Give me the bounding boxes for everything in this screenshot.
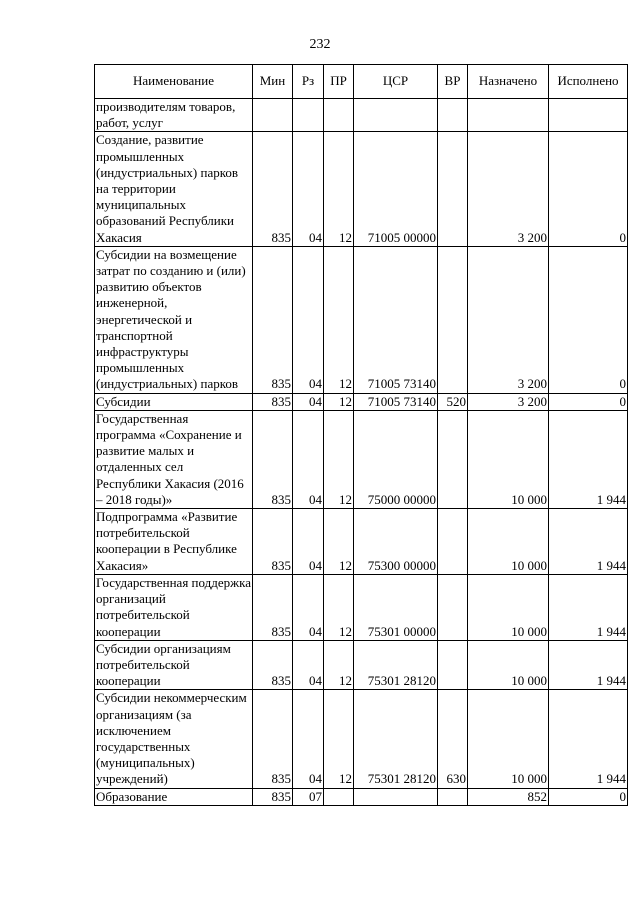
row-assigned: 10 000 [468,574,549,640]
row-assigned: 10 000 [468,640,549,690]
header-vr: ВР [438,65,468,99]
row-assigned: 852 [468,788,549,805]
budget-table [94,64,628,806]
row-vr [438,132,468,246]
row-rz: 04 [293,246,324,393]
row-vr [438,246,468,393]
row-pr [324,788,354,805]
header-name: Наименование [95,65,253,99]
row-executed: 1 944 [549,509,628,575]
table-row [95,690,628,788]
row-min: 835 [253,132,293,246]
row-pr: 12 [324,132,354,246]
row-rz: 04 [293,509,324,575]
row-min: 835 [253,410,293,508]
row-min: 835 [253,574,293,640]
row-min [253,99,293,132]
table-row [95,393,628,410]
table-row [95,410,628,508]
row-csr: 71005 73140 [354,246,438,393]
row-assigned: 10 000 [468,410,549,508]
row-vr [438,788,468,805]
row-assigned: 10 000 [468,690,549,788]
row-vr: 630 [438,690,468,788]
row-min: 835 [253,690,293,788]
row-assigned [468,99,549,132]
row-csr: 75000 00000 [354,410,438,508]
row-name: Государственная программа «Сохранение и развитие малых и отдаленных сел Республики Хакасия (2016 – 2018 годы)» [95,410,253,508]
row-vr [438,574,468,640]
row-vr [438,99,468,132]
row-csr: 75301 00000 [354,574,438,640]
table-row [95,509,628,575]
row-rz: 04 [293,132,324,246]
row-executed: 1 944 [549,410,628,508]
row-csr [354,99,438,132]
header-executed: Исполнено [549,65,628,99]
row-csr: 71005 73140 [354,393,438,410]
row-rz: 04 [293,574,324,640]
row-min: 835 [253,246,293,393]
row-executed: 0 [549,132,628,246]
row-assigned: 3 200 [468,246,549,393]
row-executed [549,99,628,132]
row-executed: 0 [549,788,628,805]
row-pr: 12 [324,690,354,788]
table-row [95,246,628,393]
table-header-row [95,65,628,99]
row-pr: 12 [324,640,354,690]
row-min: 835 [253,509,293,575]
row-name: производителям товаров, работ, услуг [95,99,253,132]
row-vr [438,640,468,690]
row-pr: 12 [324,393,354,410]
row-min: 835 [253,640,293,690]
row-name: Подпрограмма «Развитие потребительской кооперации в Республике Хакасия» [95,509,253,575]
table-row [95,132,628,246]
row-rz: 04 [293,410,324,508]
header-assigned: Назначено [468,65,549,99]
row-rz [293,99,324,132]
row-csr [354,788,438,805]
row-csr: 75301 28120 [354,690,438,788]
row-name: Государственная поддержка организаций потребительской кооперации [96,574,252,639]
row-rz: 04 [293,393,324,410]
row-assigned: 10 000 [468,509,549,575]
row-min: 835 [253,788,293,805]
table-row [95,640,628,690]
row-csr: 75301 28120 [354,640,438,690]
row-assigned: 3 200 [468,393,549,410]
row-executed: 0 [549,246,628,393]
row-name: Субсидии организациям потребительской кооперации [95,640,253,690]
row-executed: 1 944 [549,640,628,690]
row-executed: 1 944 [549,690,628,788]
row-rz: 07 [293,788,324,805]
row-vr: 520 [438,393,468,410]
row-pr [324,99,354,132]
row-assigned: 3 200 [468,132,549,246]
row-name: Субсидии некоммерческим организациям (за исключением государственных (муниципальных) учреждений) [95,690,253,788]
row-csr: 75300 00000 [354,509,438,575]
header-csr: ЦСР [354,65,438,99]
row-rz: 04 [293,690,324,788]
row-pr: 12 [324,410,354,508]
row-name: Создание, развитие промышленных (индустриальных) парков на территории муниципальных образований Республики Хакасия [95,132,253,246]
table-row [95,788,628,805]
row-executed: 1 944 [549,574,628,640]
row-vr [438,410,468,508]
row-name: Субсидии [95,393,253,410]
row-name: Образование [95,788,253,805]
row-min: 835 [253,393,293,410]
row-pr: 12 [324,509,354,575]
header-rz: Рз [293,65,324,99]
row-executed: 0 [549,393,628,410]
row-pr: 12 [324,246,354,393]
header-min: Мин [253,65,293,99]
row-vr [438,509,468,575]
table-row [95,99,628,132]
row-pr: 12 [324,574,354,640]
row-csr: 71005 00000 [354,132,438,246]
row-rz: 04 [293,640,324,690]
row-name: Субсидии на возмещение затрат по созданию и (или) развитию объектов инженерной, энергетической и транспортной инфраструктуры промышленных (индустриальных) парков [95,246,253,393]
table-row [95,574,628,640]
page-number: 232 [309,37,331,52]
header-pr: ПР [324,65,354,99]
